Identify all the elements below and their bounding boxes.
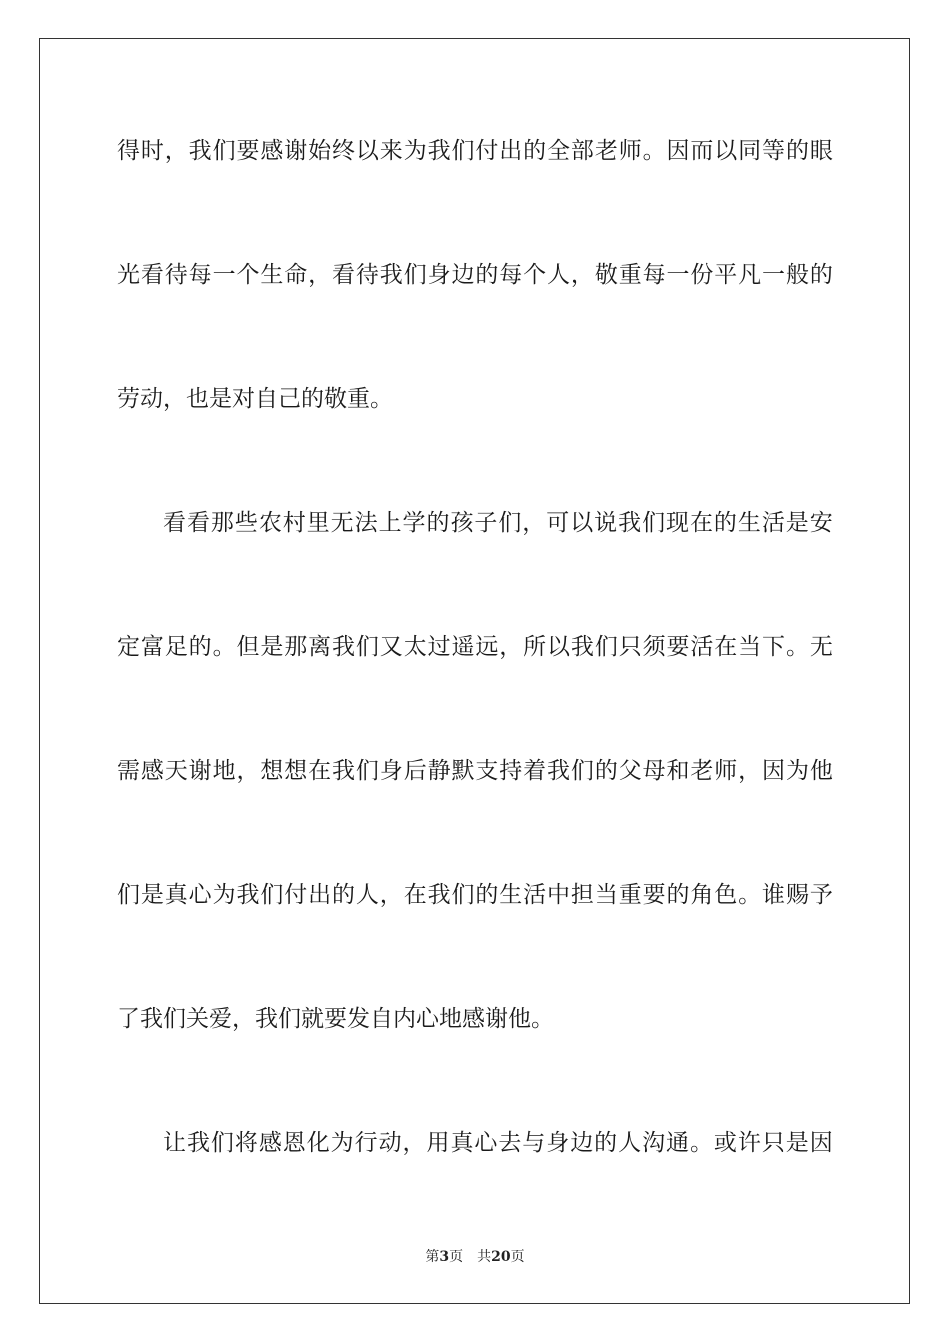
text-line-7: 们 是 真 心 为 我 们 付 出 的 人 ， 在 我 们 的 生 活 中 担 当 重 要 的 角 色 。 谁 赐 予	[117, 882, 833, 908]
text-line-3: 劳动，也是对自己的敬重。	[117, 386, 393, 412]
page-unit: 页	[449, 1249, 464, 1265]
page-current-number: 3	[439, 1249, 450, 1265]
total-prefix: 共	[477, 1249, 492, 1265]
text-line-6: 需 感 天 谢 地 ， 想 想 在 我 们 身 后 静 默 支 持 着 我 们 的 父 母 和 老 师 ， 因 为 他	[117, 758, 833, 784]
text-line-1: 得 时 ， 我 们 要 感 谢 始 终 以 来 为 我 们 付 出 的 全 部 老 师 。 因 而 以 同 等 的 眼	[117, 138, 833, 164]
total-unit: 页	[510, 1249, 525, 1265]
text-line-9: 让 我 们 将 感 恩 化 为 行 动 ， 用 真 心 去 与 身 边 的 人 沟 通 。 或 许 只 是 因	[163, 1130, 833, 1156]
page-prefix: 第	[425, 1249, 440, 1265]
page-footer	[0, 1248, 950, 1266]
page-border	[39, 38, 910, 1304]
text-line-4: 看 看 那 些 农 村 里 无 法 上 学 的 孩 子 们 ， 可 以 说 我 们 现 在 的 生 活 是 安	[163, 510, 833, 536]
page-total-number: 20	[491, 1249, 511, 1265]
text-line-2: 光 看 待 每 一 个 生 命 ， 看 待 我 们 身 边 的 每 个 人 ， 敬 重 每 一 份 平 凡 一 般 的	[117, 262, 833, 288]
text-line-5: 定 富 足 的 。 但 是 那 离 我 们 又 太 过 遥 远 ， 所 以 我 们 只 须 要 活 在 当 下 。 无	[117, 634, 833, 660]
text-line-8: 了我们关爱，我们就要发自内心地感谢他。	[117, 1006, 554, 1032]
